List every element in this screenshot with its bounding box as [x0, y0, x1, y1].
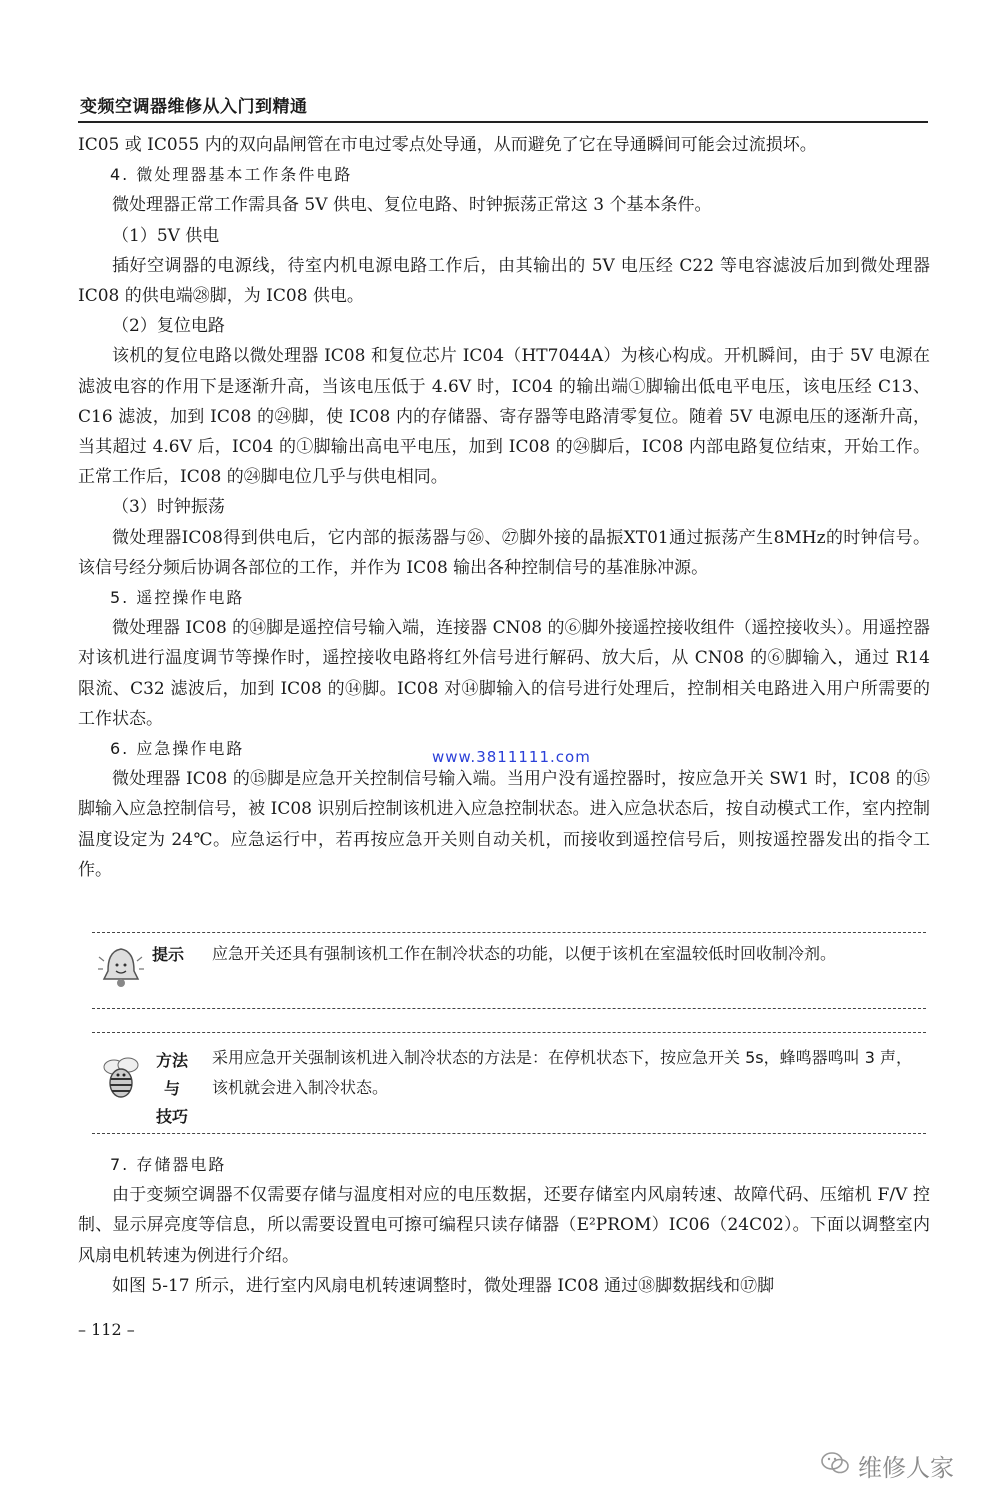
watermark-url: www.3811111.com — [432, 748, 591, 766]
paragraph: 由于变频空调器不仅需要存储与温度相对应的电压数据，还要存储室内风扇转速、故障代码、压缩机 F/V 控制、显示屏亮度等信息，所以需要设置电可擦可编程只读存储器（E²PROM）IC06（24C02）。下面以调整室内风扇电机转速为例进行介绍。 — [78, 1185, 930, 1266]
bee-icon — [96, 1053, 146, 1107]
brand-name: 维修人家 — [858, 1454, 954, 1482]
body-text — [78, 130, 930, 885]
subheading-power: （1）5V 供电 — [112, 225, 220, 246]
wechat-icon — [820, 1450, 850, 1482]
section-heading-4: 4. 微处理器基本工作条件电路 — [110, 165, 353, 185]
paragraph: IC05 或 IC055 内的双向晶闸管在市电过零点处导通，从而避免了它在导通瞬间可能会过流损坏。 — [78, 135, 817, 155]
section-7 — [78, 1150, 930, 1301]
header-rule — [78, 121, 928, 123]
page-number: – 112 – — [78, 1320, 135, 1339]
bell-icon — [96, 943, 146, 999]
paragraph: 微处理器 IC08 的⑭脚是遥控信号输入端，连接器 CN08 的⑥脚外接遥控接收组件（遥控接收头）。用遥控器对该机进行温度调节等操作时，遥控接收电路将红外信号进行解码、放大后，从 CN08 的⑥脚输入，通过 R14 限流、C32 滤波后，加到 IC08 的⑭脚。IC08 对⑭脚输入的信号进行处理后，控制相关电路进入用户所需要的工作状态。 — [78, 618, 930, 729]
subheading-reset: （2）复位电路 — [112, 316, 225, 337]
brand-watermark — [820, 1448, 954, 1483]
paragraph: 微处理器正常工作需具备 5V 供电、复位电路、时钟振荡正常这 3 个基本条件。 — [112, 195, 712, 216]
paragraph: 该机的复位电路以微处理器 IC08 和复位芯片 IC04（HT7044A）为核心构成。开机瞬间，由于 5V 电源在滤波电容的作用下是逐渐升高，当该电压低于 4.6V 时，IC04 的输出端①脚输出低电平电压，该电压经 C13、C16 滤波，加到 IC08 的㉔脚，使 IC08 内的存储器、寄存器等电路清零复位。随着 5V 电源电压的逐渐升高，当其超过 4.6V 后，IC04 的①脚输出高电平电压，加到 IC08 的㉔脚后，IC08 内部电路复位结束，开始工作。正常工作后，IC08 的㉔脚电位几乎与供电相同。 — [78, 346, 930, 488]
method-box — [92, 1032, 926, 1134]
tip-box — [92, 932, 926, 1009]
section-heading-6: 6. 应急操作电路 — [110, 739, 245, 759]
section-heading-5: 5. 遥控操作电路 — [110, 588, 245, 608]
method-label: 方法 与 技巧 — [155, 1051, 188, 1126]
section-heading-7: 7. 存储器电路 — [110, 1155, 227, 1174]
paragraph: 插好空调器的电源线，待室内机电源电路工作后，由其输出的 5V 电压经 C22 等电容滤波后加到微处理器 IC08 的供电端㉘脚，为 IC08 供电。 — [78, 255, 930, 307]
paragraph: 如图 5-17 所示，进行室内风扇电机转速调整时，微处理器 IC08 通过⑱脚数据线和⑰脚 — [112, 1275, 775, 1296]
tip-text: 应急开关还具有强制该机工作在制冷状态的功能，以便于该机在室温较低时回收制冷剂。 — [212, 944, 837, 963]
paragraph: 微处理器 IC08 的⑮脚是应急开关控制信号输入端。当用户没有遥控器时，按应急开关 SW1 时，IC08 的⑮脚输入应急控制信号，被 IC08 识别后控制该机进入应急控制状态。进入应急状态后，按自动模式工作，室内控制温度设定为 24℃。应急运行中，若再按应急开关则自动关机，而接收到遥控信号后，则按遥控器发出的指令工作。 — [78, 769, 930, 880]
method-text: 采用应急开关强制该机进入制冷状态的方法是：在停机状态下，按应急开关 5s，蜂鸣器鸣叫 3 声，该机就会进入制冷状态。 — [212, 1048, 912, 1097]
tip-label: 提示 — [152, 945, 185, 964]
paragraph: 微处理器IC08得到供电后，它内部的振荡器与㉖、㉗脚外接的晶振XT01通过振荡产生8MHz的时钟信号。该信号经分频后协调各部位的工作，并作为 IC08 输出各种控制信号的基准脉冲源。 — [78, 527, 930, 578]
subheading-clock: （3）时钟振荡 — [112, 497, 225, 518]
running-header: 变频空调器维修从入门到精通 — [80, 97, 308, 117]
